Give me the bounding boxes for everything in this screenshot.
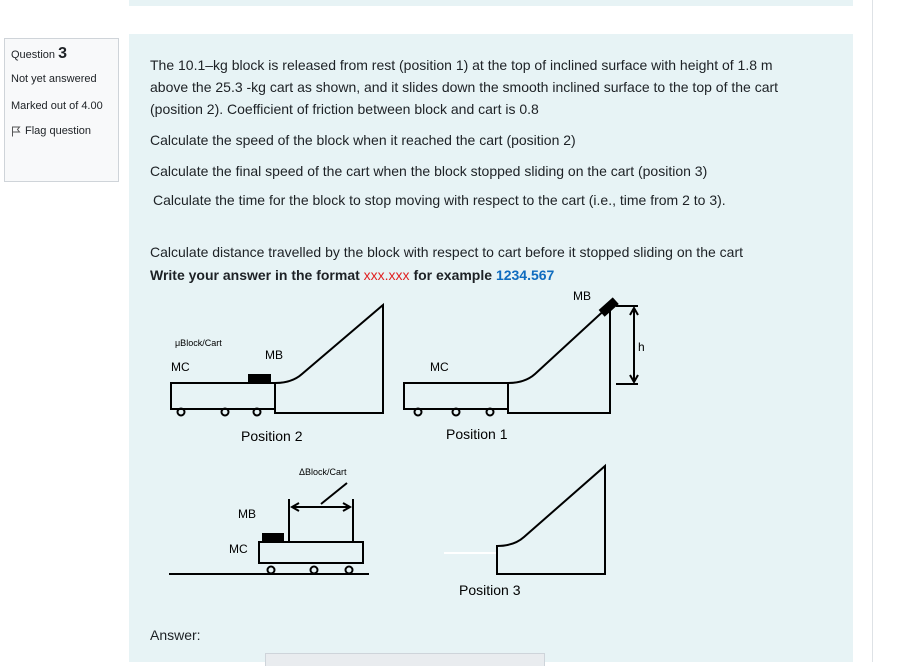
page-divider xyxy=(872,0,873,662)
cart-position-1 xyxy=(404,383,508,409)
incline-position-1 xyxy=(508,305,610,413)
block-position-3 xyxy=(263,534,283,542)
question-grade: Marked out of 4.00 xyxy=(11,100,103,112)
answer-format-instruction: Write your answer in the format xxx.xxx for example 1234.567 xyxy=(150,267,555,283)
block-position-1 xyxy=(600,299,617,316)
incline-position-2 xyxy=(275,305,383,413)
question-info-panel xyxy=(4,38,119,182)
question-text-line-2: above the 25.3 -kg cart as shown, and it slides down the smooth inclined surface to the top of the cart xyxy=(150,79,779,95)
flag-icon xyxy=(11,126,21,137)
subquestion-time: Calculate the time for the block to stop moving with respect to the cart (i.e., time from 2 to 3). xyxy=(153,192,726,208)
question-number: Question 3 xyxy=(11,45,67,62)
wheel xyxy=(268,567,275,574)
mb-label-position-2: MB xyxy=(265,348,283,362)
position-1-label: Position 1 xyxy=(446,426,508,442)
position-3-diagram xyxy=(169,466,605,574)
incline-position-3 xyxy=(497,466,605,574)
subquestion-final-speed: Calculate the final speed of the cart when the block stopped sliding on the cart (position 3) xyxy=(150,163,708,179)
answer-label: Answer: xyxy=(150,627,201,643)
flag-question-label: Flag question xyxy=(25,125,92,137)
previous-question-panel xyxy=(129,0,853,6)
subquestion-speed: Calculate the speed of the block when it reached the cart (position 2) xyxy=(150,132,576,148)
subquestion-distance: Calculate distance travelled by the block with respect to cart before it stopped sliding on the cart xyxy=(150,244,743,260)
mc-label-position-1: MC xyxy=(430,360,449,374)
cart-position-2 xyxy=(171,383,275,409)
wheel xyxy=(311,567,318,574)
mb-label-position-1: MB xyxy=(573,289,591,303)
cart-position-3 xyxy=(259,542,363,563)
wheel xyxy=(346,567,353,574)
answer-input[interactable] xyxy=(265,653,545,666)
flag-question-button[interactable] xyxy=(11,125,112,137)
question-text-line-1: The 10.1–kg block is released from rest (position 1) at the top of inclined surface with height of 1.8 m xyxy=(150,57,773,73)
question-text-line-3: (position 2). Coefficient of friction between block and cart is 0.8 xyxy=(150,101,539,117)
position-1-diagram xyxy=(404,299,638,416)
position-3-label: Position 3 xyxy=(459,582,521,598)
mu-label: μBlock/Cart xyxy=(175,338,222,348)
mb-label-position-3: MB xyxy=(238,507,256,521)
mc-label-position-3: MC xyxy=(229,542,248,556)
problem-figure xyxy=(129,280,853,610)
h-label: h xyxy=(638,340,645,354)
mc-label-position-2: MC xyxy=(171,360,190,374)
block-position-2 xyxy=(249,375,270,383)
delta-label: ΔBlock/Cart xyxy=(299,467,347,477)
position-2-label: Position 2 xyxy=(241,428,303,444)
question-state: Not yet answered xyxy=(11,73,97,85)
